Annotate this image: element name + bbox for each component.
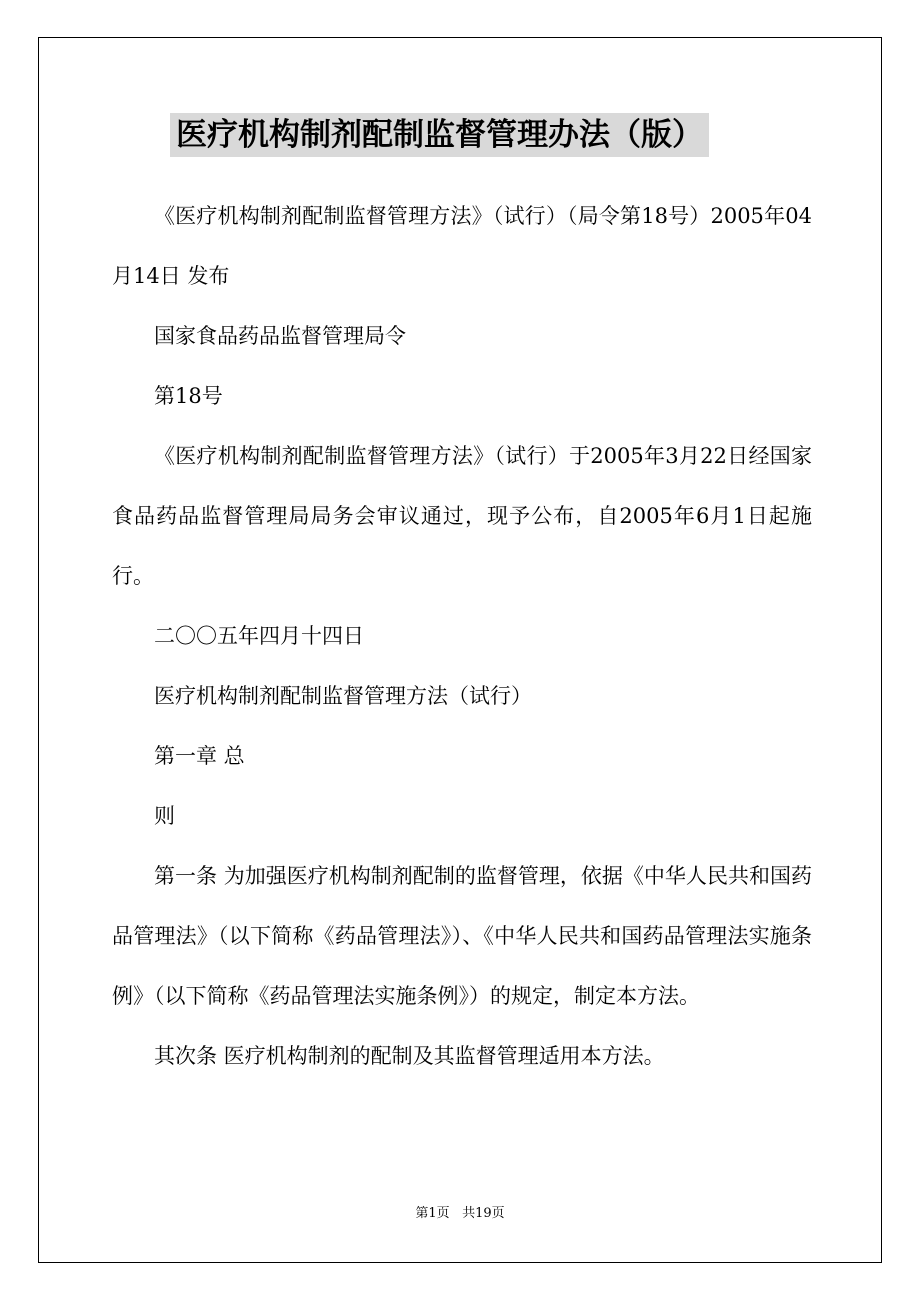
paragraph-chapter-heading-cont: 则 <box>154 804 175 828</box>
paragraph-decree-number: 第18号 <box>154 384 223 408</box>
paragraph-regulation-title: 医疗机构制剂配制监督管理方法（试行） <box>154 684 532 708</box>
paragraph-chapter-heading: 第一章 总 <box>154 744 245 768</box>
paragraph-article-1: 第一条 为加强医疗机构制剂配制的监督管理，依据《中华人民共和国药品管理法》（以下简称《药品管理法》）、《中华人民共和国药品管理法实施条例》（以下简称《药品管理法实施条例》）的规定，制定本方法。 <box>112 864 812 1008</box>
page-number: 第1页 <box>415 1206 450 1221</box>
page-total: 共19页 <box>462 1206 505 1221</box>
paragraph-article-2: 其次条 医疗机构制剂的配制及其监督管理适用本方法。 <box>154 1044 665 1068</box>
page-footer <box>0 1204 920 1224</box>
paragraph-announcement: 《医疗机构制剂配制监督管理方法》（试行）于2005年3月22日经国家食品药品监督管理局局务会审议通过，现予公布，自2005年6月1日起施行。 <box>112 444 812 588</box>
paragraph-publication-info: 《医疗机构制剂配制监督管理方法》（试行）（局令第18号）2005年04月14日 发布 <box>112 204 812 288</box>
document-title: 医疗机构制剂配制监督管理办法（版） <box>170 113 709 157</box>
paragraph-decree-issuer: 国家食品药品监督管理局令 <box>154 324 406 348</box>
paragraph-date: 二〇〇五年四月十四日 <box>154 624 364 648</box>
document-body <box>112 186 812 1086</box>
